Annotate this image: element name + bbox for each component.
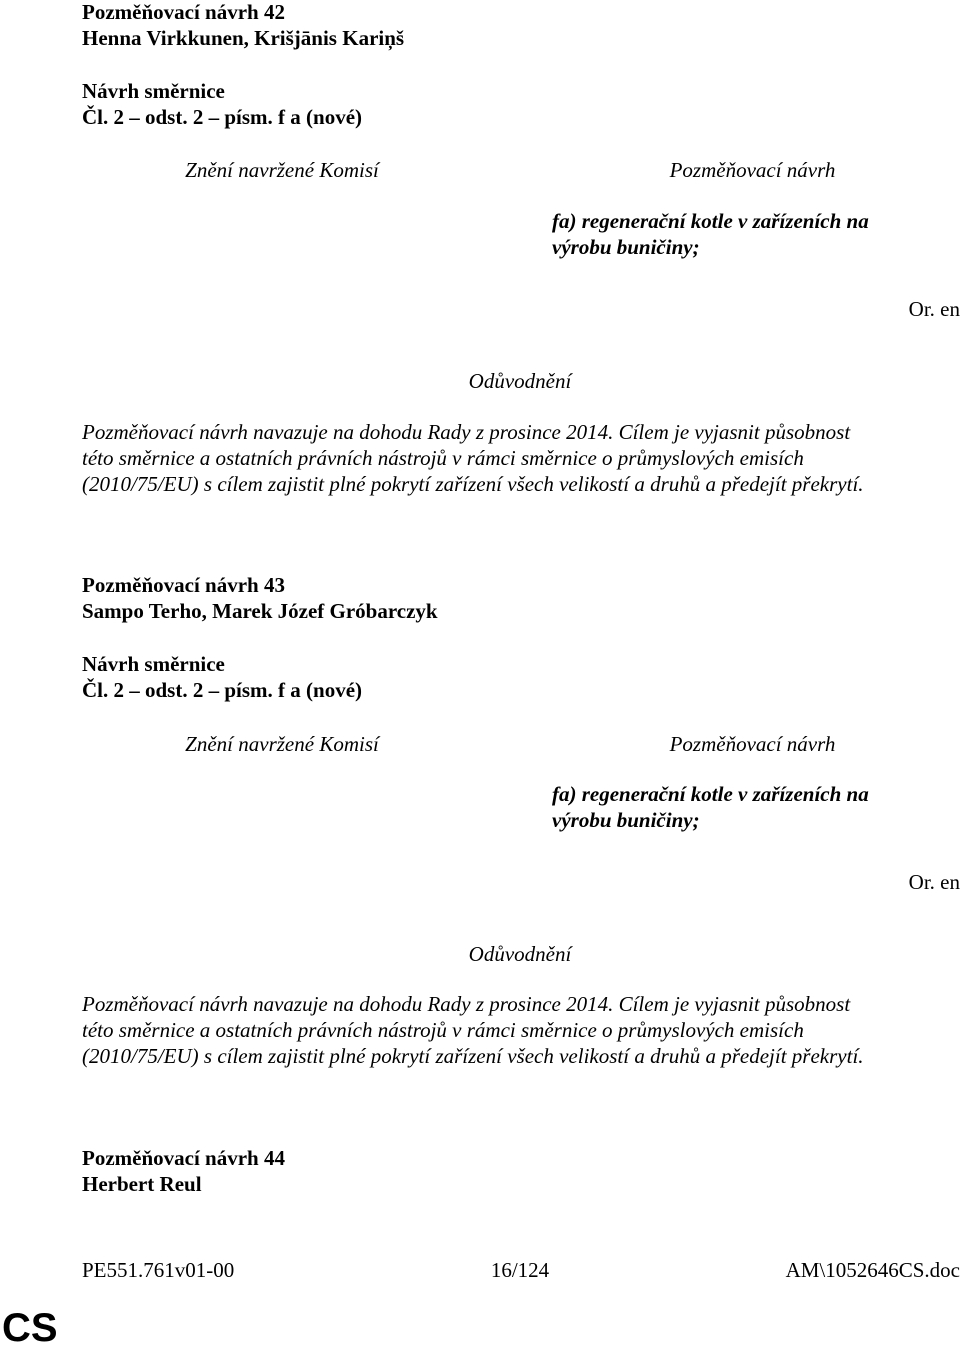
amendment-heading: Pozměňovací návrh 42 [82,0,285,24]
justification-heading: Odůvodnění [468,369,572,393]
justification-line: (2010/75/EU) s cílem zajistit plné pokrytí zařízení všech velikostí a druhů a předejít překrytí. [82,472,864,496]
footer-page-number: 16/124 [490,1258,550,1282]
footer-language-code: CS [2,1306,58,1350]
article-reference: Čl. 2 – odst. 2 – písm. f a (nové) [82,105,363,129]
amendment-text-line: výrobu buničiny; [552,808,700,832]
justification-text [82,419,960,497]
amendment-heading: Pozměňovací návrh 43 [82,573,285,597]
justification-line: této směrnice a ostatních právních nástrojů v rámci směrnice o průmyslových emisích [82,446,804,470]
amendment-authors: Herbert Reul [82,1172,202,1196]
column-header-amendment: Pozměňovací návrh [669,732,836,756]
column-header-commission: Znění navržené Komisí [185,732,379,756]
justification-heading: Odůvodnění [468,942,572,966]
footer-doc-ref: PE551.761v01-00 [82,1258,235,1282]
article-reference: Čl. 2 – odst. 2 – písm. f a (nové) [82,678,363,702]
footer-file-name: AM\1052646CS.doc [785,1258,960,1282]
column-header-amendment: Pozměňovací návrh [669,158,836,182]
amendment-text-line: výrobu buničiny; [552,235,700,259]
column-header-commission: Znění navržené Komisí [185,158,379,182]
proposal-label: Návrh směrnice [82,652,225,676]
original-language: Or. en [908,870,960,894]
justification-line: Pozměňovací návrh navazuje na dohodu Rady z prosince 2014. Cílem je vyjasnit působnost [82,420,851,444]
amendment-authors: Henna Virkkunen, Krišjānis Kariņš [82,26,405,50]
amendment-text-line: fa) regenerační kotle v zařízeních na [552,782,869,806]
amendment-text-line: fa) regenerační kotle v zařízeních na [552,209,869,233]
amendment-authors: Sampo Terho, Marek Józef Gróbarczyk [82,599,438,623]
proposal-label: Návrh směrnice [82,79,225,103]
justification-text [82,991,960,1069]
amendment-heading: Pozměňovací návrh 44 [82,1146,285,1170]
original-language: Or. en [908,297,960,321]
justification-line: (2010/75/EU) s cílem zajistit plné pokrytí zařízení všech velikostí a druhů a předejít překrytí. [82,1044,864,1068]
justification-line: Pozměňovací návrh navazuje na dohodu Rady z prosince 2014. Cílem je vyjasnit působnost [82,992,851,1016]
justification-line: této směrnice a ostatních právních nástrojů v rámci směrnice o průmyslových emisích [82,1018,804,1042]
